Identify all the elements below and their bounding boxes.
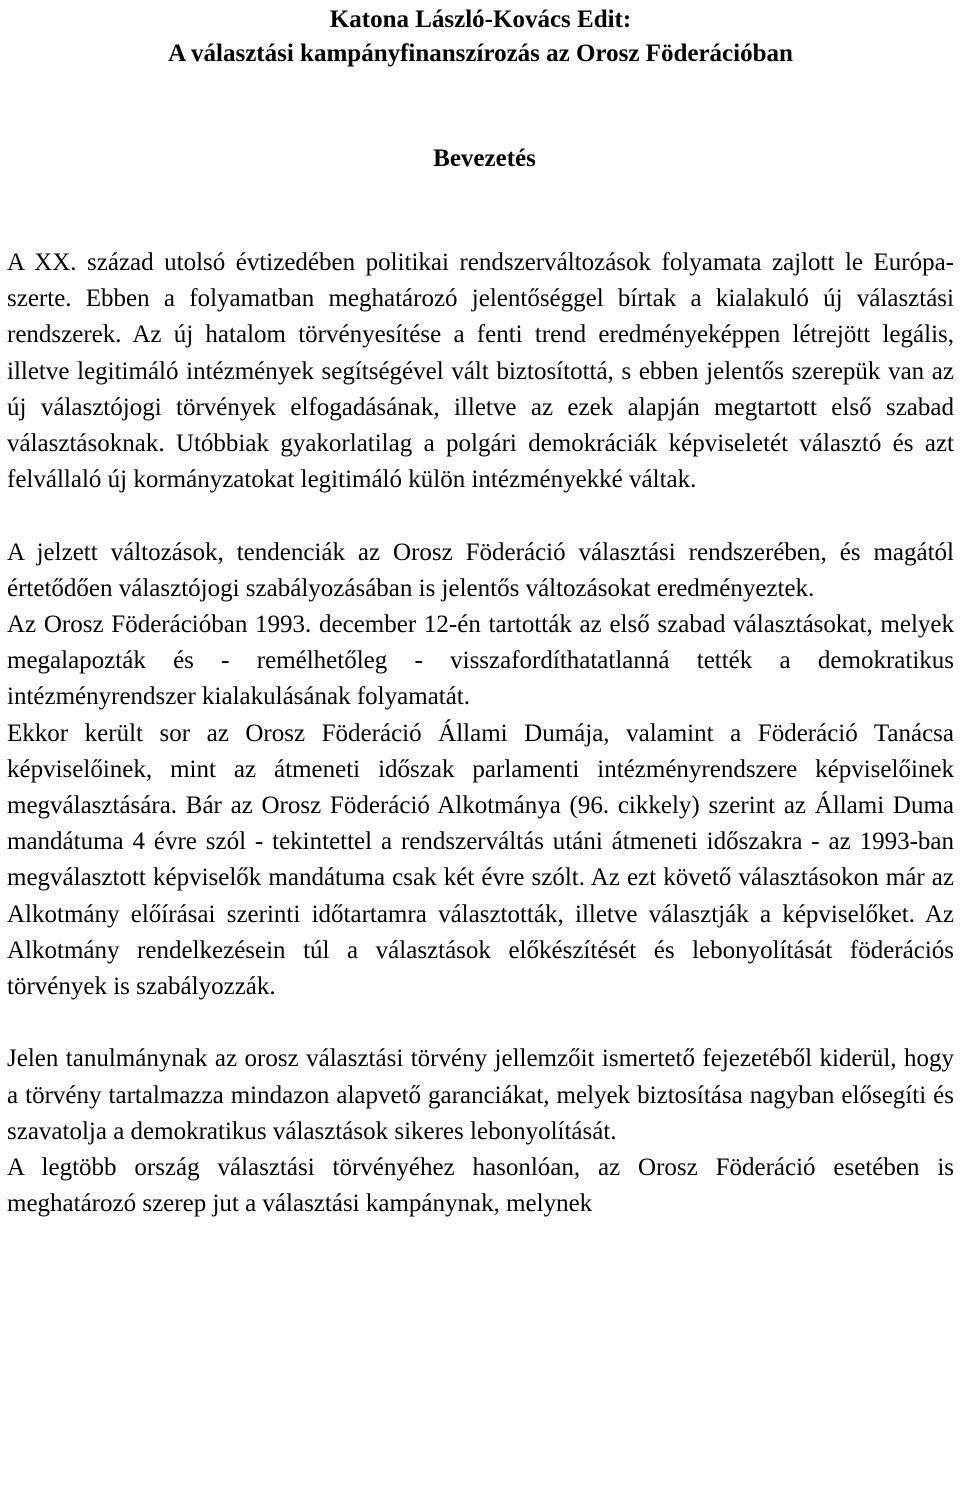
title-authors: Katona László-Kovács Edit: bbox=[329, 6, 632, 33]
paragraph-3: Az Orosz Föderációban 1993. december 12-én tartották az első szabad választásokat, melyek megalapozták és - remélhetőleg - visszafordíthatatlanná tették a demokratikus intézményrendszer kialakulásának folyamatát. bbox=[7, 611, 954, 711]
paragraph-2: A jelzett változások, tendenciák az Orosz Föderáció választási rendszerében, és magától értetődően választójogi szabályozásában is jelentős változásokat eredményeztek. bbox=[7, 538, 954, 602]
paragraph-5: Jelen tanulmánynak az orosz választási törvény jellemzőit ismertető fejezetéből kiderül, hogy a törvény tartalmazza mindazon alapvető garanciákat, melyek biztosítása nagyban elősegíti és szavatolja a demokratikus választások sikeres lebonyolítását. bbox=[7, 1045, 954, 1145]
document-body bbox=[7, 245, 954, 1222]
paragraph-1: A XX. század utolsó évtizedében politikai rendszerváltozások folyamata zajlott le Európa-szerte. Ebben a folyamatban meghatározó jelentőséggel bírtak a kialakuló új választási rendszerek. Az új hatalom törvényesítése a fenti trend eredményeképpen létrejött legális, illetve legitimáló intézmények segítségével vált biztosítottá, s ebben jelentős szerepük van az új választójogi törvények elfogadásának, illetve az ezek alapján megtartott első szabad választásoknak. Utóbbiak gyakorlatilag a polgári demokráciák képviseletét választó és azt felvállaló új kormányzatokat legitimáló külön intézményekké váltak. bbox=[7, 249, 954, 494]
paragraph-4: Ekkor került sor az Orosz Föderáció Állami Dumája, valamint a Föderáció Tanácsa képviselőinek, mint az átmeneti időszak parlamenti intézményrendszere képviselőinek megválasztására. Bár az Orosz Föderáció Alkotmánya (96. cikkely) szerint az Állami Duma mandátuma 4 évre szól - tekintettel a rendszerváltás utáni átmeneti időszakra - az 1993-ban megválasztott képviselők mandátuma csak két évre szólt. Az ezt követő választásokon már az Alkotmány előírásai szerinti időtartamra választották, illetve választják a képviselőket. Az Alkotmány rendelkezésein túl a választások előkészítését és lebonyolítását föderációs törvények is szabályozzák. bbox=[7, 719, 954, 1001]
paragraph-6: A legtöbb ország választási törvényéhez hasonlóan, az Orosz Föderáció esetében is meghatározó szerep jut a választási kampánynak, melynek bbox=[7, 1154, 954, 1218]
section-heading: Bevezetés bbox=[433, 145, 536, 172]
document-page bbox=[7, 0, 954, 1222]
document-title bbox=[7, 0, 954, 71]
title-main: A választási kampányfinanszírozás az Orosz Föderációban bbox=[168, 40, 793, 67]
